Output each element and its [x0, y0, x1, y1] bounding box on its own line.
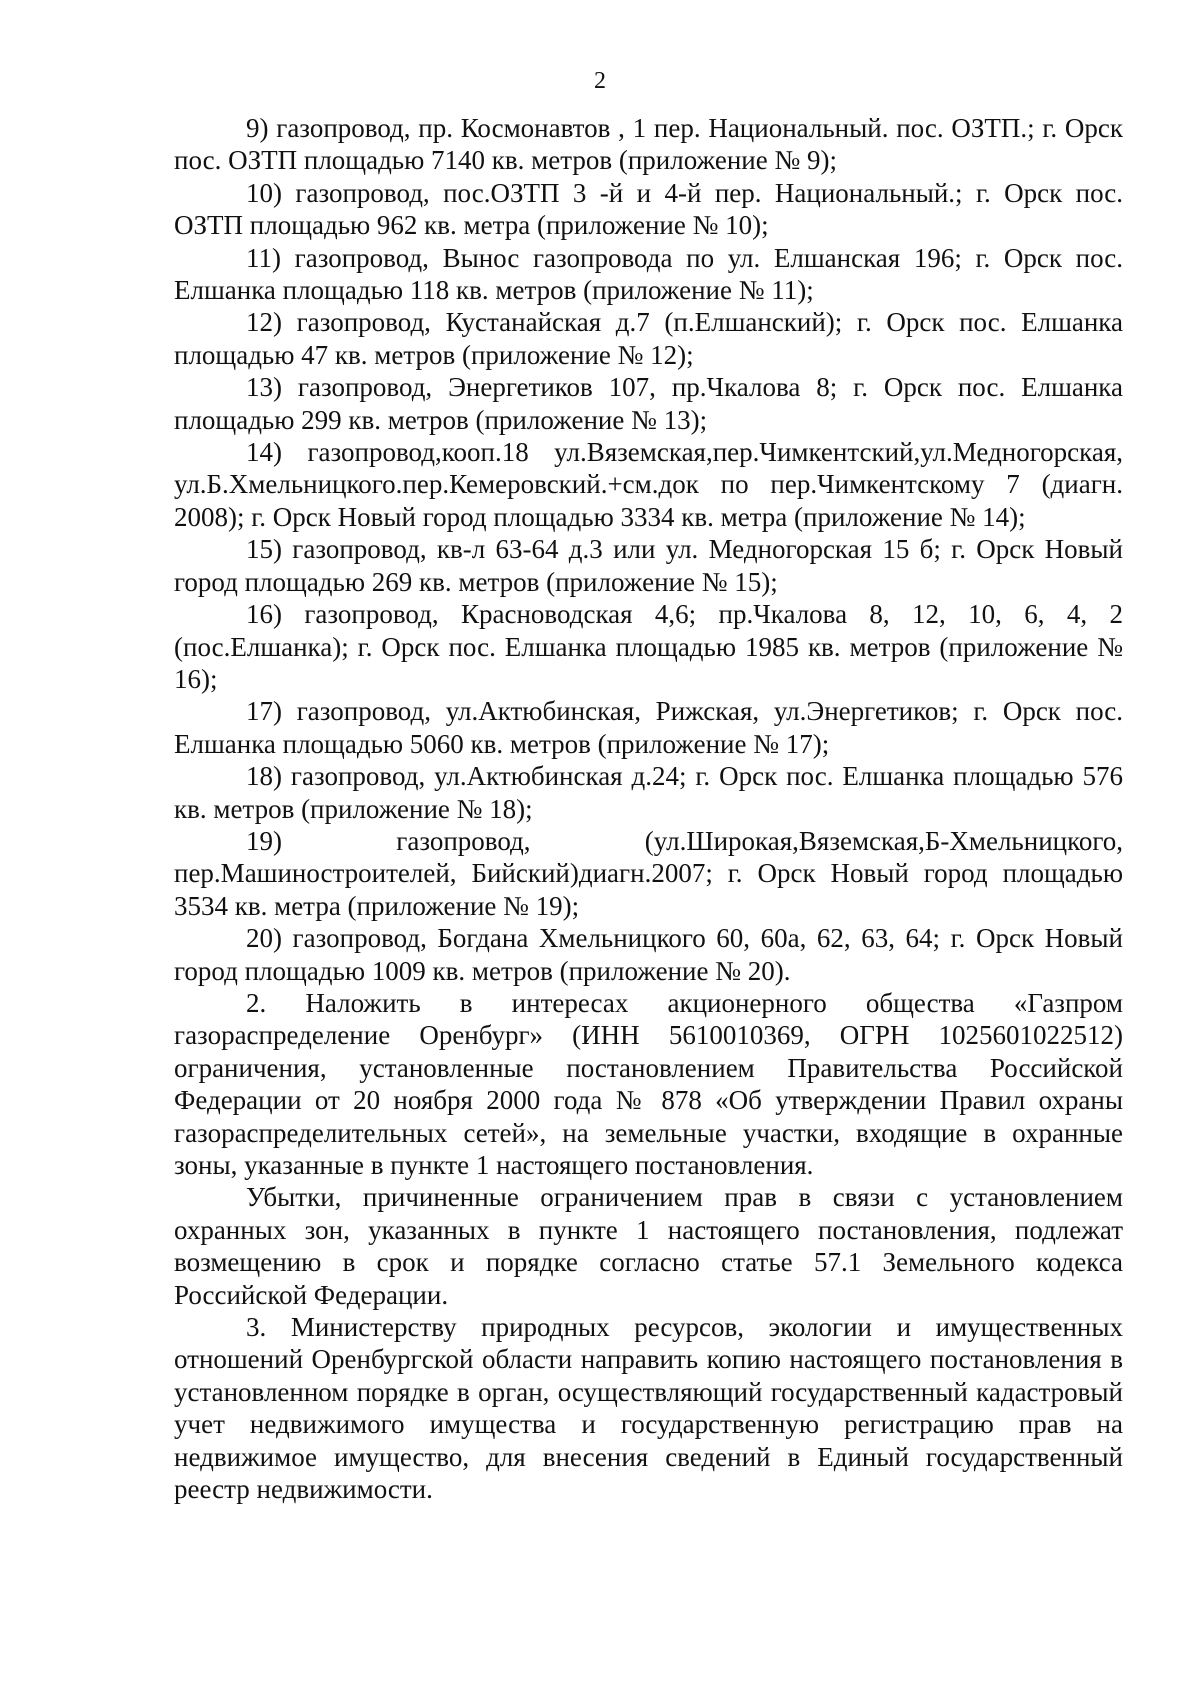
clause-2-paragraph: 2. Наложить в интересах акционерного общества «Газпром газораспределение Оренбург» (ИНН 5610010369, ОГРН 1025601022512) ограничения, установленные постановлением Правительства Российской Федерации от 20 ноября 2000 года № 878 «Об утверждении Правил охраны газораспределительных сетей», на земельные участки, входящие в охранные зоны, указанные в пункте 1 настоящего постановления.: [174, 987, 1123, 1180]
list-item-11: 11) газопровод, Вынос газопровода по ул. Елшанская 196; г. Орск пос. Елшанка площадью 118 кв. метров (приложение № 11);: [174, 242, 1123, 306]
clause-3-paragraph: 3. Министерству природных ресурсов, экологии и имущественных отношений Оренбургской области направить копию настоящего постановления в установленном порядке в орган, осуществляющий государственный кадастровый учет недвижимого имущества и государственную регистрацию прав на недвижимое имущество, для внесения сведений в Единый государственный реестр недвижимости.: [174, 1312, 1123, 1505]
list-item-12: 12) газопровод, Кустанайская д.7 (п.Елшанский); г. Орск пос. Елшанка площадью 47 кв. метров (приложение № 12);: [174, 307, 1123, 370]
list-item-15: 15) газопровод, кв-л 63-64 д.3 или ул. Медногорская 15 б; г. Орск Новый город площадью 269 кв. метров (приложение № 15);: [174, 534, 1123, 597]
list-item-19: 19) газопровод, (ул.Широкая,Вяземская,Б-Хмельницкого, пер.Машиностроителей, Бийский)диагн.2007; г. Орск Новый город площадью 3534 кв. метра (приложение № 19);: [174, 825, 1123, 921]
list-item-18: 18) газопровод, ул.Актюбинская д.24; г. Орск пос. Елшанка площадью 576 кв. метров (приложение № 18);: [174, 761, 1123, 824]
list-item-13: 13) газопровод, Энергетиков 107, пр.Чкалова 8; г. Орск пос. Елшанка площадью 299 кв. метров (приложение № 13);: [174, 372, 1123, 435]
list-item-20: 20) газопровод, Богдана Хмельницкого 60, 60а, 62, 63, 64; г. Орск Новый город площадью 1009 кв. метров (приложение № 20).: [174, 923, 1123, 986]
page-number: 2: [594, 68, 606, 94]
list-item-16: 16) газопровод, Красноводская 4,6; пр.Чкалова 8, 12, 10, 6, 4, 2 (пос.Елшанка); г. Орск пос. Елшанка площадью 1985 кв. метров (приложение № 16);: [174, 599, 1123, 694]
list-item-17: 17) газопровод, ул.Актюбинская, Рижская, ул.Энергетиков; г. Орск пос. Елшанка площадью 5060 кв. метров (приложение № 17);: [174, 696, 1123, 759]
list-item-9: 9) газопровод, пр. Космонавтов , 1 пер. Национальный. пос. ОЗТП.; г. Орск пос. ОЗТП площадью 7140 кв. метров (приложение № 9);: [174, 113, 1123, 176]
document-body: [174, 112, 1123, 1505]
damages-paragraph: Убытки, причиненные ограничением прав в связи с установлением охранных зон, указанных в пункте 1 настоящего постановления, подлежат возмещению в срок и порядке согласно статье 57.1 Земельного кодекса Российской Федерации.: [174, 1182, 1123, 1310]
list-item-14: 14) газопровод,кооп.18 ул.Вяземская,пер.Чимкентский,ул.Медногорская, ул.Б.Хмельницкого.пер.Кемеровский.+см.док по пер.Чимкентскому 7 (диагн. 2008); г. Орск Новый город площадью 3334 кв. метра (приложение № 14);: [174, 437, 1123, 532]
list-item-10: 10) газопровод, пос.ОЗТП 3 -й и 4-й пер. Национальный.; г. Орск пос. ОЗТП площадью 962 кв. метра (приложение № 10);: [174, 177, 1123, 241]
